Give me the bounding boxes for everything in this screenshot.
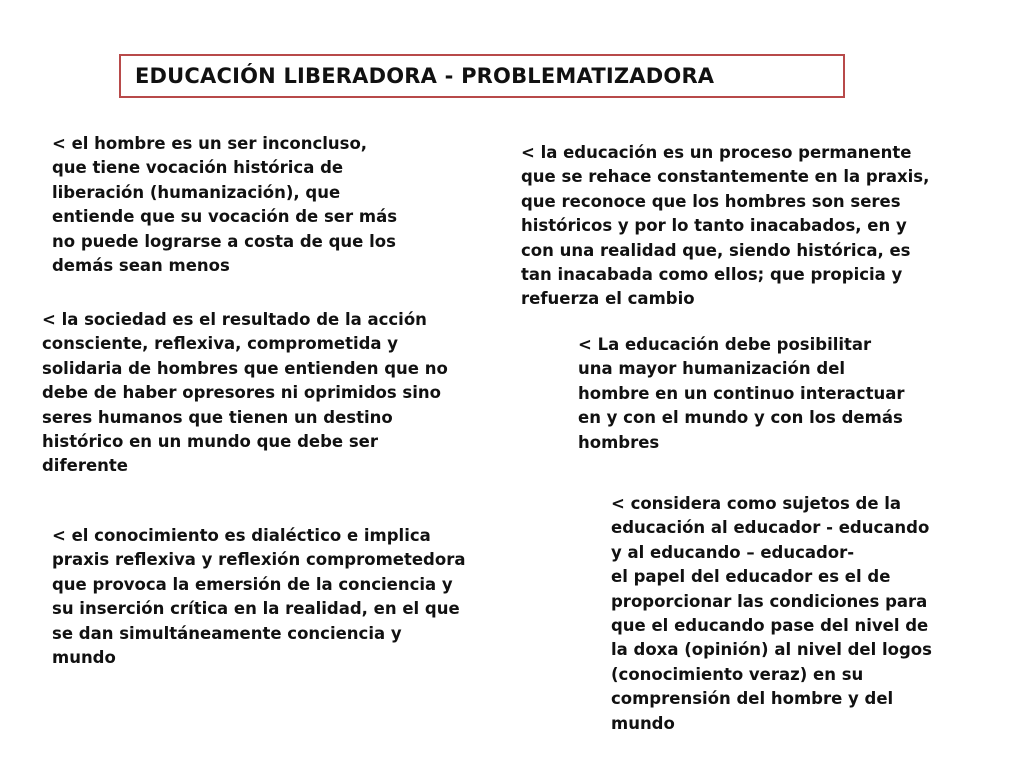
text-line: que provoca la emersión de la conciencia y (52, 574, 453, 594)
text-line: que el educando pase del nivel de (611, 616, 929, 636)
text-line: < el conocimiento es dialéctico e implica (52, 526, 431, 545)
text-line: < la sociedad es el resultado de la acción (42, 310, 427, 329)
text-line: demás sean menos (52, 256, 230, 276)
text-line: históricos y por lo tanto inacabados, en y (521, 216, 907, 236)
text-line: se dan simultáneamente conciencia y (52, 623, 402, 643)
text-block-sujetos (611, 492, 932, 736)
text-line: < considera como sujetos de la (611, 494, 902, 513)
text-block-conocimiento (52, 524, 465, 670)
text-line: (conocimiento veraz) en su (611, 664, 864, 684)
text-line: tan inacabada como ellos; que propicia y (521, 265, 903, 285)
text-line: refuerza el cambio (521, 289, 695, 309)
text-line: que reconoce que los hombres son seres (521, 191, 901, 211)
text-block-hombre (52, 132, 397, 278)
text-line: su inserción crítica en la realidad, en el que (52, 599, 460, 619)
text-line: < la educación es un proceso permanente (521, 143, 912, 162)
text-line: < el hombre es un ser inconcluso, (52, 134, 368, 153)
text-line: debe de haber opresores ni oprimidos sino (42, 383, 441, 403)
text-line: el papel del educador es el de (611, 567, 891, 587)
text-line: no puede lograrse a costa de que los (52, 231, 396, 251)
text-block-sociedad (42, 308, 448, 479)
text-line: hombres (578, 432, 660, 452)
page-title: EDUCACIÓN LIBERADORA - PROBLEMATIZADORA (135, 64, 715, 88)
text-line: y al educando – educador- (611, 542, 855, 562)
text-line: diferente (42, 456, 128, 476)
text-block-educacion-proceso (521, 141, 929, 312)
text-line: una mayor humanización del (578, 359, 846, 379)
text-line: mundo (611, 713, 675, 733)
text-line: en y con el mundo y con los demás (578, 408, 903, 428)
text-block-humanizacion (578, 333, 905, 455)
text-line: consciente, reflexiva, comprometida y (42, 334, 399, 354)
text-line: educación al educador - educando (611, 518, 930, 538)
text-line: con una realidad que, siendo histórica, es (521, 240, 911, 260)
title-box (119, 54, 845, 98)
text-line: entiende que su vocación de ser más (52, 207, 398, 227)
text-line: liberación (humanización), que (52, 182, 341, 202)
text-line: proporcionar las condiciones para (611, 591, 928, 611)
text-line: comprensión del hombre y del (611, 689, 894, 709)
text-line: solidaria de hombres que entienden que no (42, 358, 448, 378)
text-line: seres humanos que tienen un destino (42, 407, 393, 427)
text-line: histórico en un mundo que debe ser (42, 432, 378, 452)
text-line: < La educación debe posibilitar (578, 335, 872, 354)
text-line: que se rehace constantemente en la praxis, (521, 167, 930, 187)
text-line: la doxa (opinión) al nivel del logos (611, 640, 932, 660)
text-line: hombre en un continuo interactuar (578, 383, 905, 403)
text-line: que tiene vocación histórica de (52, 158, 344, 178)
text-line: mundo (52, 648, 116, 668)
text-line: praxis reflexiva y reflexión comprometedora (52, 550, 466, 570)
